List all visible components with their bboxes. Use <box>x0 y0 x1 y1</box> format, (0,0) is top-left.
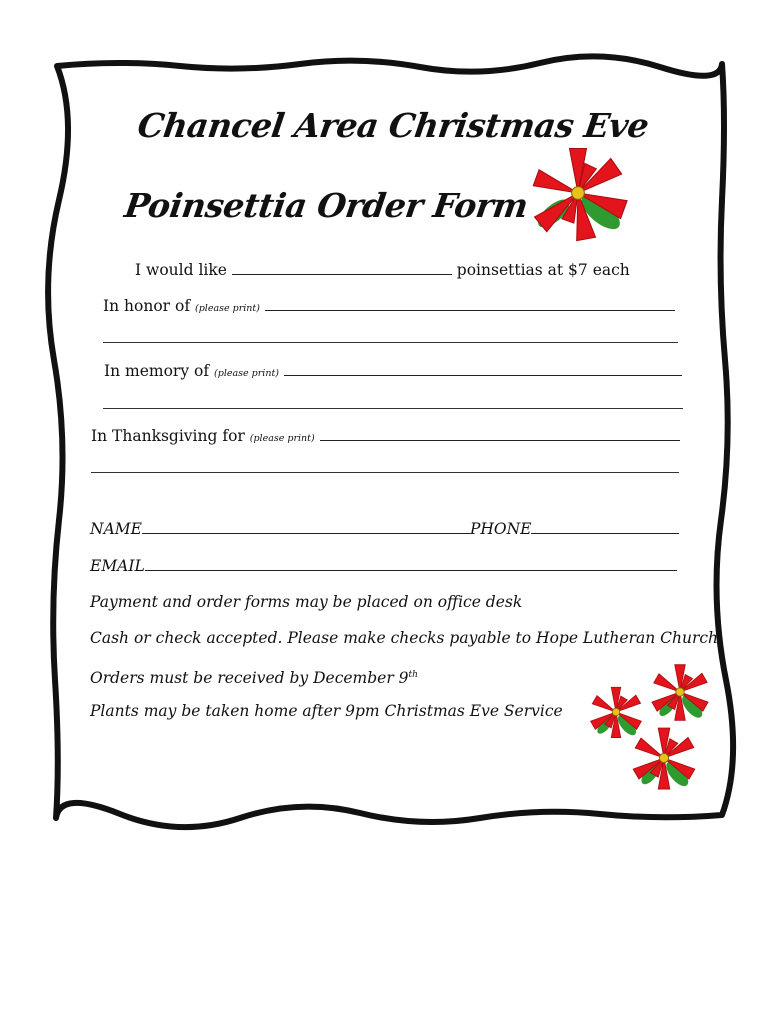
quantity-prefix: I would like <box>135 261 227 279</box>
honor-hint: (please print) <box>195 303 260 314</box>
honor-blank[interactable] <box>265 309 675 311</box>
quantity-blank[interactable] <box>232 273 452 275</box>
deadline-text: Orders must be received by December 9 <box>90 669 409 688</box>
thanksgiving-hint: (please print) <box>249 433 315 444</box>
memory-hint: (please print) <box>214 368 279 379</box>
deadline-sup: th <box>408 670 418 680</box>
email-line <box>90 556 677 576</box>
name-field[interactable] <box>142 532 470 534</box>
thanksgiving-line <box>91 426 680 449</box>
honor-label: In honor of <box>103 297 191 315</box>
email-field[interactable] <box>145 569 677 571</box>
form-title-line1: Chancel Area Christmas Eve <box>135 106 652 145</box>
thanksgiving-blank[interactable] <box>320 439 680 441</box>
cash-note: Cash or check accepted. Please make checks payable to Hope Lutheran Church <box>90 629 719 647</box>
poinsettia-icon <box>524 140 632 246</box>
name-label: NAME <box>90 520 142 538</box>
email-label: EMAIL <box>90 557 145 575</box>
quantity-suffix: poinsettias at $7 each <box>456 261 630 279</box>
quantity-line <box>135 260 630 280</box>
honor-line <box>103 296 675 319</box>
name-phone-line <box>90 519 679 539</box>
phone-label: PHONE <box>469 520 532 538</box>
poinsettia-cluster-icon <box>584 658 718 796</box>
memory-blank[interactable] <box>284 374 682 376</box>
honor-blank-2[interactable] <box>103 342 678 343</box>
memory-label: In memory of <box>104 362 210 380</box>
pickup-note: Plants may be taken home after 9pm Christmas Eve Service <box>90 702 563 720</box>
deadline-note <box>90 665 418 688</box>
payment-note: Payment and order forms may be placed on office desk <box>90 593 523 611</box>
thanksgiving-blank-2[interactable] <box>91 472 679 473</box>
thanksgiving-label: In Thanksgiving for <box>91 427 245 445</box>
memory-line <box>104 361 682 384</box>
phone-field[interactable] <box>531 532 679 534</box>
memory-blank-2[interactable] <box>103 408 683 409</box>
form-title-line2: Poinsettia Order Form <box>122 186 531 225</box>
